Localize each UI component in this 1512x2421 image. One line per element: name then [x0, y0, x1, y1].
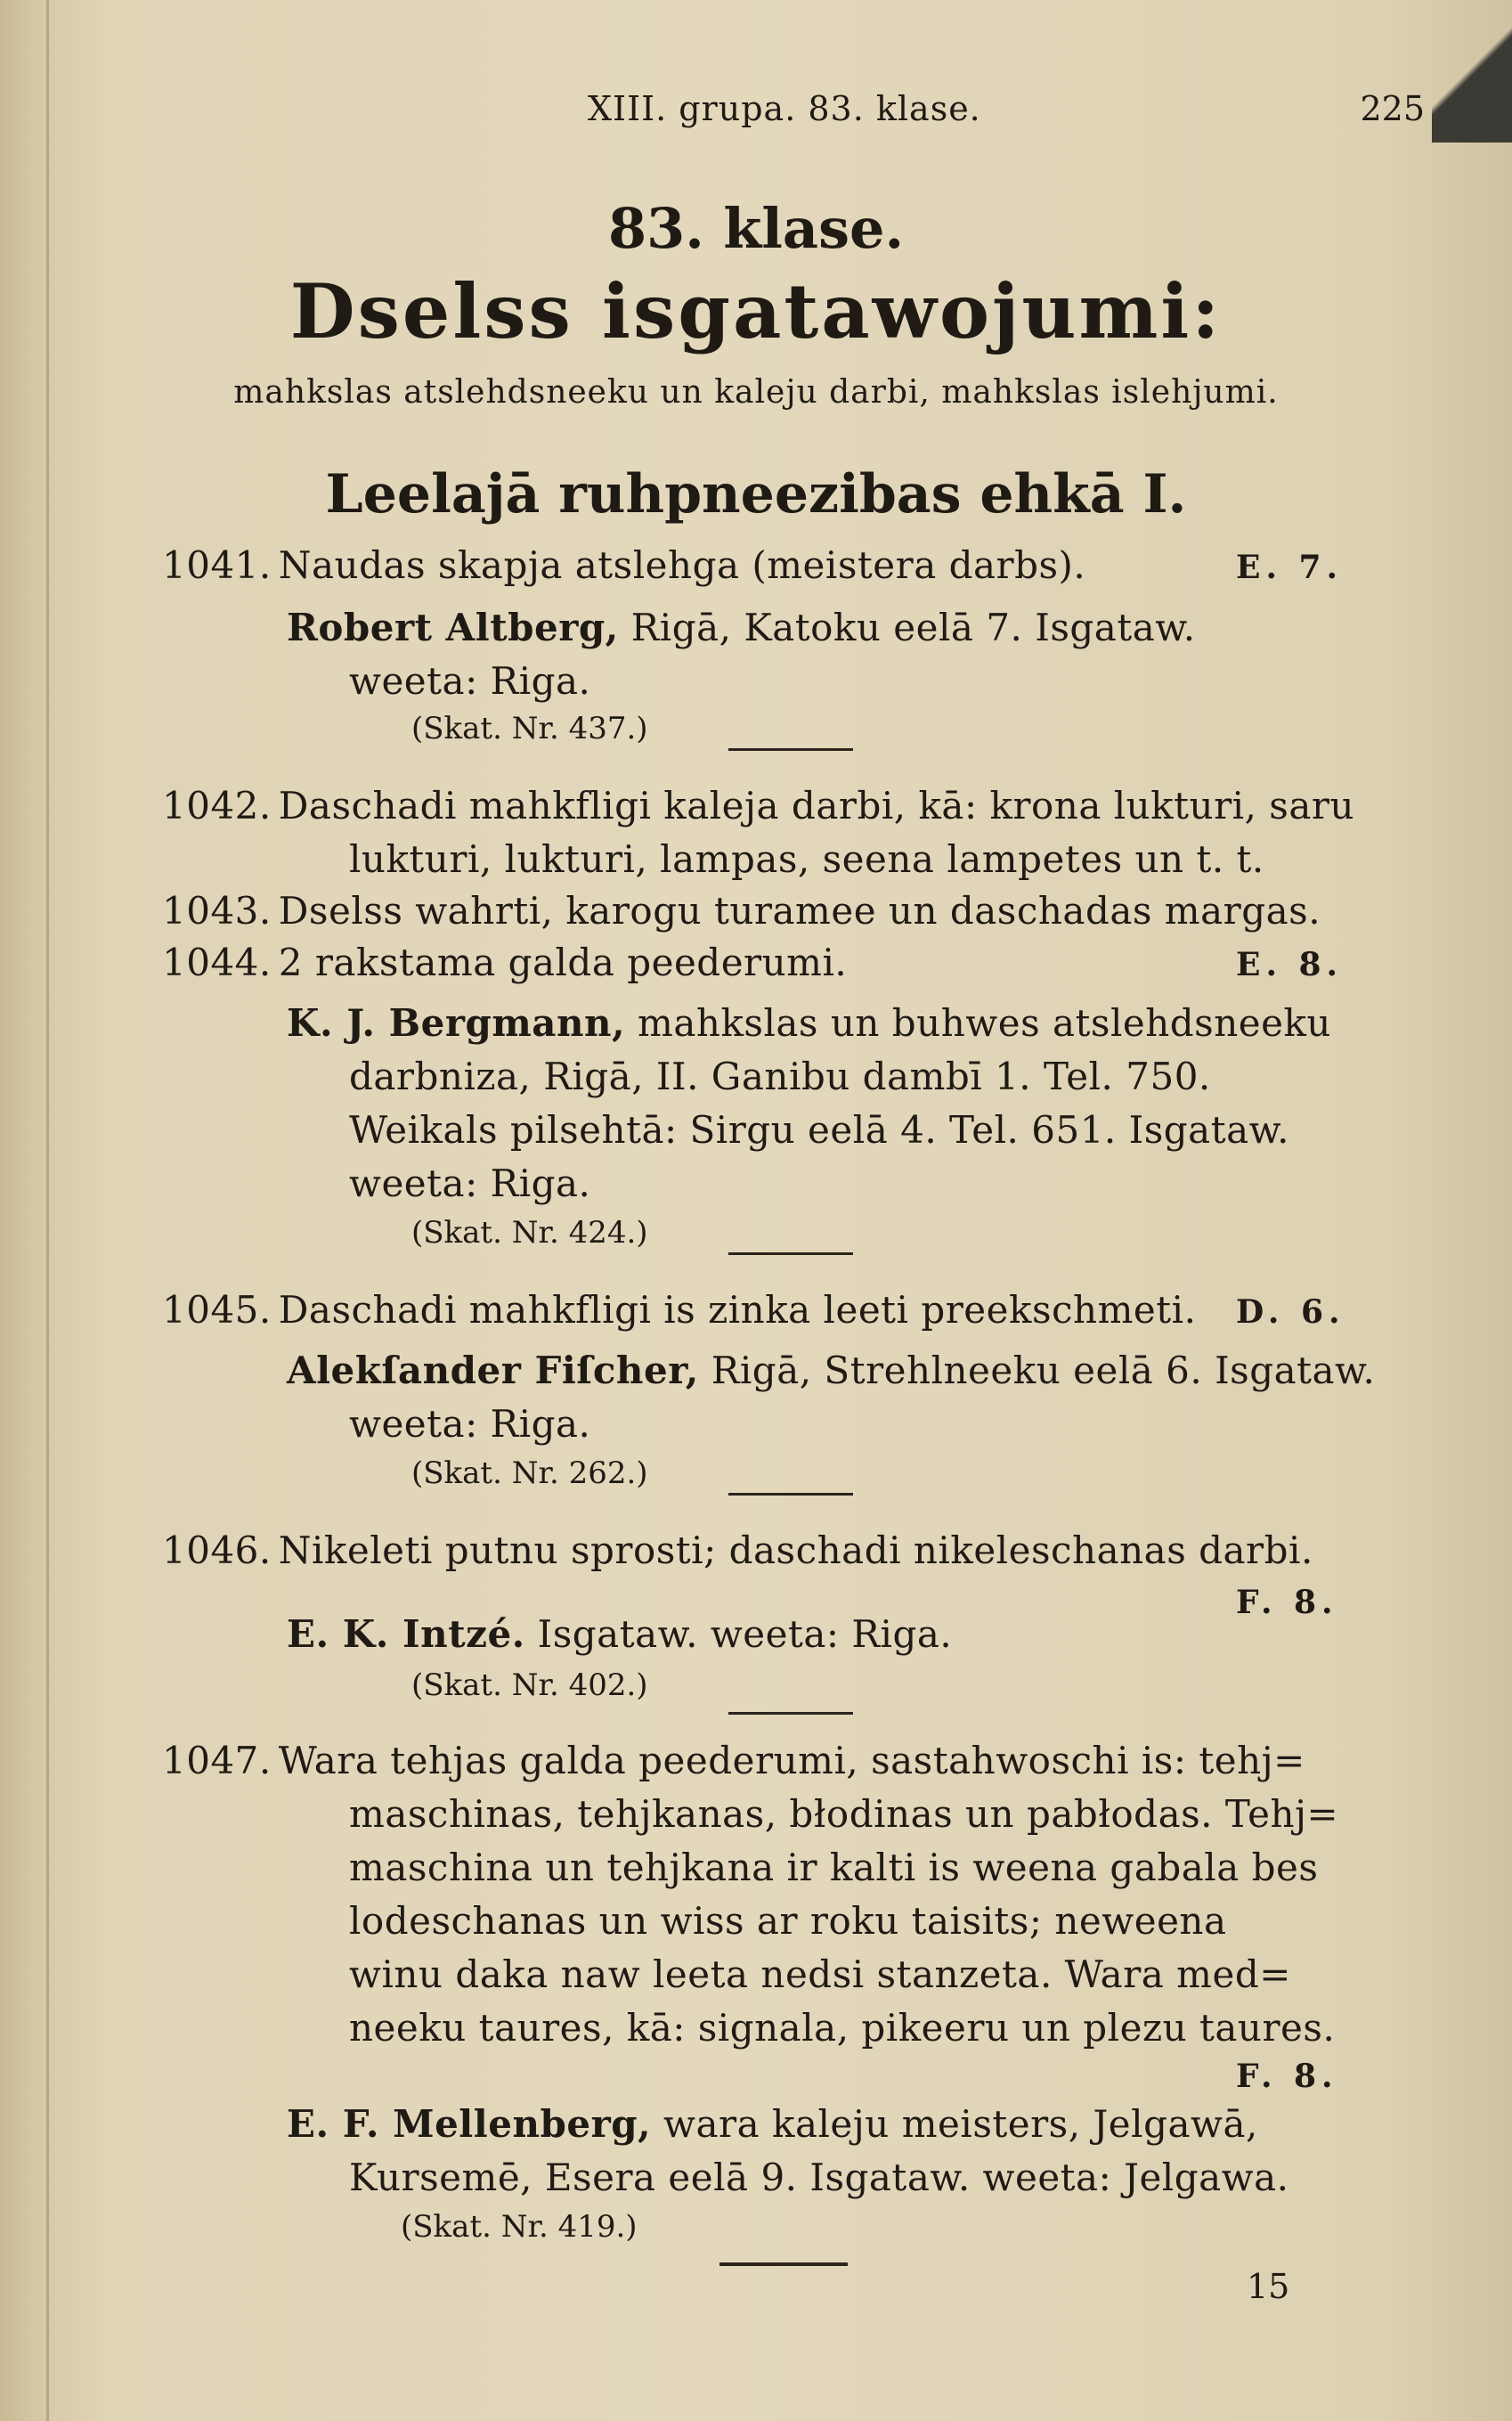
- entry-text: Naudas skapja atslehga (meistera darbs).: [278, 543, 1086, 587]
- entry-1047-line-1: [162, 1739, 1305, 1782]
- exhibitor-name: Robert Altberg,: [287, 606, 619, 649]
- entry-1046-ref: (Skat. Nr. 402.): [411, 1667, 648, 1703]
- exhibitor-details: mahkslas un buhwes atslehdsneeku: [638, 1001, 1331, 1045]
- exhibitor-details: Isgataw. weeta: Riga.: [537, 1612, 953, 1656]
- exhibitor-name: E. F. Mellenberg,: [287, 2102, 652, 2146]
- entry-1044-exhibitor-line: [287, 1001, 1331, 1045]
- exhibitor-name: E. K. Intzé.: [287, 1612, 525, 1656]
- entry-text: Nikeleti putnu sprosti; daschadi nikeleschanas darbi.: [278, 1528, 1313, 1572]
- entry-1047-line-6: neeku taures, kā: signala, pikeeru un plezu taures.: [349, 2006, 1336, 2050]
- entry-1047-exhibitor-line: [287, 2102, 1258, 2146]
- exhibitor-name: K. J. Bergmann,: [287, 1001, 626, 1045]
- separator-rule: [728, 748, 853, 751]
- entry-number: 1047.: [162, 1739, 272, 1782]
- entry-1045-exhibitor-line: [287, 1349, 1375, 1392]
- entry-1045-ref: (Skat. Nr. 262.): [411, 1455, 648, 1491]
- signature-number: 15: [1247, 2267, 1290, 2306]
- separator-rule: [728, 1493, 853, 1496]
- entry-1045-place: weeta: Riga.: [349, 1402, 591, 1446]
- exhibitor-details: Rigā, Katoku eelā 7. Isgataw.: [630, 606, 1196, 649]
- entry-1047-line-3: maschina un tehjkana ir kalti is weena gabala bes: [349, 1846, 1319, 1889]
- entry-1047-line-2: maschinas, tehjkanas, błodinas un pabłodas. Tehj=: [349, 1792, 1339, 1836]
- entry-1043-line-1: [162, 889, 1321, 933]
- entry-number: 1042.: [162, 784, 272, 827]
- entry-1045-line-1: [162, 1288, 1196, 1332]
- exhibitor-details: Rigā, Strehlneeku eelā 6. Isgataw.: [711, 1349, 1376, 1392]
- entry-1041-ref: (Skat. Nr. 437.): [411, 711, 648, 746]
- entry-text: Daschadi mahkfligi kaleja darbi, kā: krona lukturi, saru: [278, 784, 1354, 827]
- entry-1044-line-c: weeta: Riga.: [349, 1162, 591, 1205]
- entry-1041-exhibitor-line: [287, 606, 1196, 649]
- entry-1046-code: F. 8.: [1236, 1584, 1338, 1621]
- entry-text: Daschadi mahkfligi is zinka leeti preekschmeti.: [278, 1288, 1197, 1332]
- entry-1044-code: E. 8.: [1236, 946, 1344, 983]
- entry-1045-code: D. 6.: [1236, 1293, 1345, 1331]
- entry-text: Wara tehjas galda peederumi, sastahwoschi is: tehj=: [278, 1739, 1305, 1782]
- page-number: 225: [1360, 89, 1425, 128]
- entry-1041-line-1: [162, 543, 1085, 587]
- entry-text: Dselss wahrti, karogu turamee un daschadas margas.: [278, 889, 1321, 933]
- section-heading: Leelajā ruhpneezibas ehkā I.: [325, 463, 1187, 526]
- entry-1046-exhibitor-line: [287, 1612, 952, 1656]
- entry-1047-code: F. 8.: [1236, 2058, 1338, 2095]
- separator-rule: [728, 1712, 853, 1715]
- entry-1047-line-5: winu daka naw leeta nedsi stanzeta. Wara med=: [349, 1952, 1291, 1996]
- entry-1042-line-2: lukturi, lukturi, lampas, seena lampetes un t. t.: [349, 837, 1264, 881]
- entry-1047-line-4: lodeschanas un wiss ar roku taisits; neweena: [349, 1899, 1227, 1943]
- entry-1044-line-b: Weikals pilsehtā: Sirgu eelā 4. Tel. 651. Isgataw.: [349, 1108, 1289, 1152]
- entry-1046-line-1: [162, 1528, 1313, 1572]
- entry-1047-line-7: Kursemē, Esera eelā 9. Isgataw. weeta: Jelgawa.: [349, 2156, 1289, 2199]
- exhibitor-details: wara kaleju meisters, Jelgawā,: [663, 2102, 1258, 2146]
- end-rule: [719, 2262, 848, 2266]
- entry-text: 2 rakstama galda peederumi.: [278, 941, 848, 984]
- entry-number: 1045.: [162, 1288, 272, 1332]
- entry-1044-line-1: [162, 941, 847, 984]
- running-head: XIII. grupa. 83. klase.: [588, 89, 981, 128]
- entry-1047-ref: (Skat. Nr. 419.): [401, 2209, 638, 2245]
- entry-1044-ref: (Skat. Nr. 424.): [411, 1215, 648, 1251]
- entry-number: 1046.: [162, 1528, 272, 1572]
- entry-number: 1041.: [162, 543, 272, 587]
- separator-rule: [728, 1252, 853, 1255]
- page-subtitle: mahkslas atslehdsneeku un kaleju darbi, mahkslas islehjumi.: [233, 374, 1279, 411]
- exhibitor-name: Alekſander Fiſcher,: [287, 1349, 699, 1392]
- entry-number: 1043.: [162, 889, 272, 933]
- entry-1042-line-1: [162, 784, 1354, 827]
- class-number: 83. klase.: [607, 196, 905, 261]
- page-corner-shadow: [1432, 0, 1512, 143]
- entry-1041-place: weeta: Riga.: [349, 659, 591, 703]
- page-title: Dselss isgatawojumi:: [289, 267, 1223, 355]
- entry-number: 1044.: [162, 941, 272, 984]
- entry-1041-code: E. 7.: [1236, 549, 1344, 586]
- entry-1044-line-a: darbniza, Rigā, II. Ganibu dambī 1. Tel. 750.: [349, 1055, 1211, 1098]
